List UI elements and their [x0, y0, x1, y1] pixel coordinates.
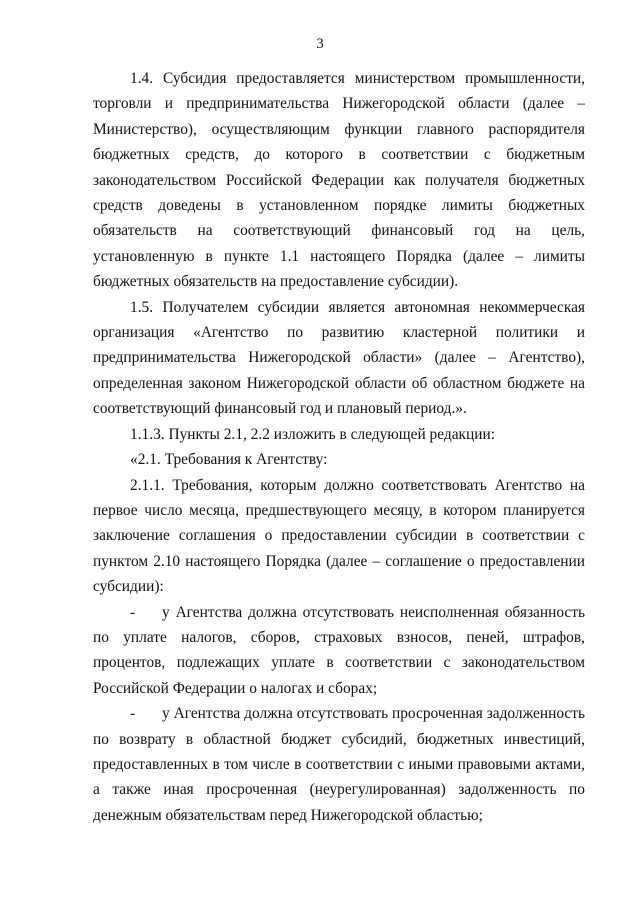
- list-item: [93, 701, 585, 828]
- list-item-text: у Агентства должна отсутствовать просроченная задолженность по возврату в областной бюджет субсидий, бюджетных инвестиций, предоставленных в том числе в соответствии с иными правовыми актами, а также иная просроченная (неурегулированная) задолженность по денежным обязательствам перед Нижегородской областью;: [93, 705, 585, 824]
- paragraph-1-1-3: 1.1.3. Пункты 2.1, 2.2 изложить в следующей редакции:: [130, 425, 495, 443]
- list-item-text: у Агентства должна отсутствовать неисполненная обязанность по уплате налогов, сборов, страховых взносов, пеней, штрафов, процентов, подлежащих уплате в соответствии с законодательством Российской Федерации о налогах и сборах;: [93, 603, 585, 697]
- paragraph-1-4: 1.4. Субсидия предоставляется министерством промышленности, торговли и предпринимательства Нижегородской области (далее – Министерство), осуществляющим функции главного распорядителя бюджетных средств, до которого в соответствии с бюджетным законодательством Российской Федерации как получателя бюджетных средств доведены в установленном порядке лимиты бюджетных обязательств на соответствующий финансовый год на цель, установленную в пункте 1.1 настоящего Порядка (далее – лимиты бюджетных обязательств на предоставление субсидии).: [93, 70, 585, 291]
- paragraph-1-5: 1.5. Получателем субсидии является автономная некоммерческая организация «Агентство по развитию кластерной политики и предпринимательства Нижегородской области» (далее – Агентство), определенная законом Нижегородской области об областном бюджете на соответствующий финансовый год и плановый период.».: [93, 298, 585, 418]
- page-number: 3: [316, 36, 324, 52]
- paragraph-2-1: «2.1. Требования к Агентству:: [130, 451, 328, 469]
- list-marker: -: [130, 705, 136, 723]
- paragraph-2-1-1: 2.1.1. Требования, которым должно соответствовать Агентство на первое число месяца, предшествующего месяцу, в котором планируется заключение соглашения о предоставлении субсидии в соответствии с пунктом 2.10 настоящего Порядка (далее – соглашение о предоставлении субсидии):: [93, 476, 585, 596]
- list-marker: -: [130, 603, 136, 621]
- list-item: [93, 600, 585, 702]
- document-body: [93, 66, 585, 828]
